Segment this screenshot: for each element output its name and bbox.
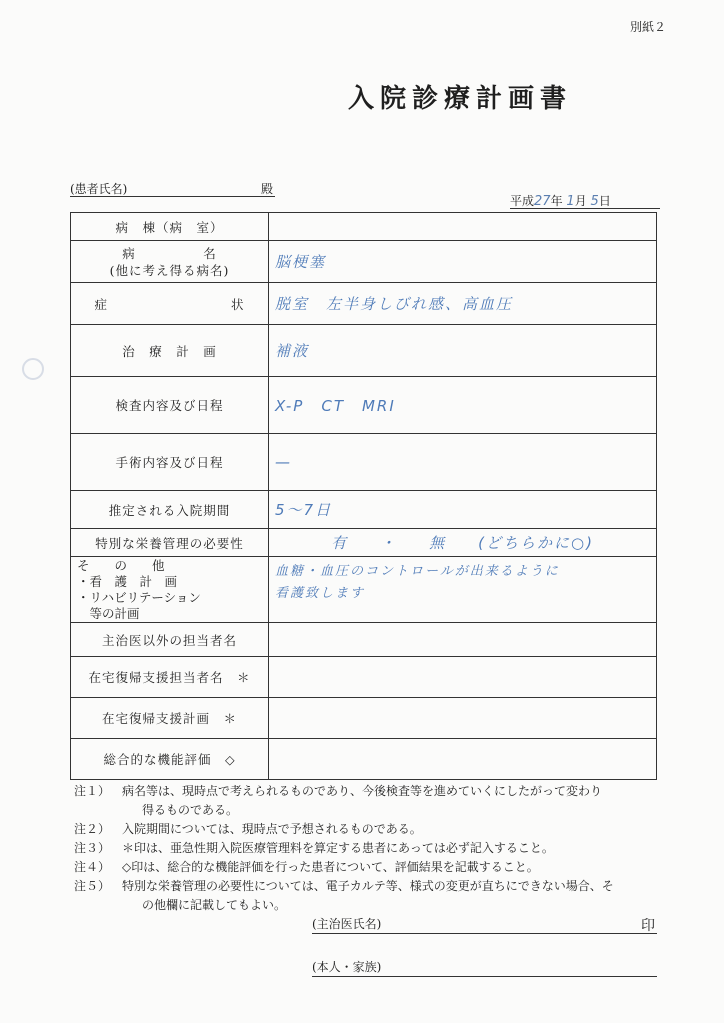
period-value: 5～7日 [269,491,657,529]
note-5-cont: の他欄に記載してもよい。 [142,898,287,912]
punch-hole-icon [22,358,44,380]
row-period [71,491,657,529]
homecare-plan-value [269,698,657,739]
plan-table [70,212,657,780]
nutrition-choice [269,529,657,557]
nutrition-dot: ・ [380,534,398,552]
other-label-1: そ の 他 [77,557,165,573]
treatment-value: 補液 [269,325,657,377]
function-label: 総合的な機能評価 ◇ [71,739,269,780]
other-label-4: 等の計画 [77,605,140,621]
row-exam [71,377,657,434]
note-1: 注１） 病名等は、現時点で考えられるものであり、今後検査等を進めていくにしたがって変わり [74,784,603,798]
other-value-line-1: 血糖・血圧のコントロールが出来るように [275,564,560,579]
homecare-plan-label: 在宅復帰支援計画 ＊ [71,698,269,739]
date-month-unit: 月 [574,194,587,208]
other-label-2: ・看 護 計 画 [77,573,178,589]
note-5: 注５） 特別な栄養管理の必要性については、電子カルテ等、様式の変更が直ちにできない場合、そ [74,879,614,893]
family-label: (本人・家族) [312,960,382,974]
disease-label-sub: (他に考え得る病名) [109,262,230,278]
doctor-signature-line [312,915,657,934]
row-surgery [71,434,657,491]
note-4: 注４） ◇印は、総合的な機能評価を行った患者について、評価結果を記載すること。 [74,860,539,874]
nutrition-hint: (どちらかに○) [478,534,594,552]
seal-mark: 印 [641,918,655,934]
doctor-label: (主治医氏名) [312,917,382,931]
nutrition-yes: 有 [331,534,349,552]
row-staff [71,623,657,657]
row-homecare-plan [71,698,657,739]
period-label: 推定される入院期間 [71,491,269,529]
note-2: 注２） 入院期間については、現時点で予想されるものである。 [74,822,422,836]
other-value [269,557,657,623]
function-value [269,739,657,780]
appendix-label: 別紙２ [630,20,667,34]
ward-label: 病 棟（病 室） [71,213,269,241]
date-day-unit: 日 [598,194,611,208]
row-function [71,739,657,780]
homecare-staff-label: 在宅復帰支援担当者名 ＊ [71,657,269,698]
document-title: 入院診療計画書 [348,84,573,114]
symptom-label-b: 状 [230,296,245,312]
other-label [71,557,269,623]
row-symptom [71,283,657,325]
other-value-line-2: 看護致します [275,586,366,601]
staff-value [269,623,657,657]
notes [74,782,674,915]
nutrition-label: 特別な栄養管理の必要性 [71,529,269,557]
patient-name-field [70,180,275,197]
exam-value: X-P CT MRI [269,377,657,434]
disease-value: 脳梗塞 [269,241,657,283]
row-disease [71,241,657,283]
note-3: 注３） ＊印は、亜急性期入院医療管理料を算定する患者にあっては必ず記入すること。 [74,841,554,855]
symptom-label-a: 症 [94,296,109,312]
staff-label: 主治医以外の担当者名 [71,623,269,657]
patient-suffix: 殿 [260,182,273,196]
row-nutrition [71,529,657,557]
note-1-cont: 得るものである。 [142,803,239,817]
row-treatment [71,325,657,377]
surgery-value: — [269,434,657,491]
family-signature-line [312,958,657,977]
date-era: 平成 [510,194,535,208]
date-year-unit: 年 [550,194,563,208]
date-month: 1 [566,194,575,209]
patient-label: (患者氏名) [70,182,128,196]
disease-label-main: 病 名 [122,245,217,261]
row-other [71,557,657,623]
date-day: 5 [590,194,599,209]
date-year: 27 [534,194,551,209]
nutrition-no: 無 [429,534,447,552]
ward-value [269,213,657,241]
symptom-value: 脱室 左半身しびれ感、高血圧 [269,283,657,325]
date-field [510,192,660,209]
disease-label [71,241,269,283]
row-ward [71,213,657,241]
symptom-label [71,283,269,325]
treatment-label: 治 療 計 画 [71,325,269,377]
homecare-staff-value [269,657,657,698]
exam-label: 検査内容及び日程 [71,377,269,434]
other-label-3: ・リハビリテーション [77,589,201,605]
row-homecare-staff [71,657,657,698]
surgery-label: 手術内容及び日程 [71,434,269,491]
